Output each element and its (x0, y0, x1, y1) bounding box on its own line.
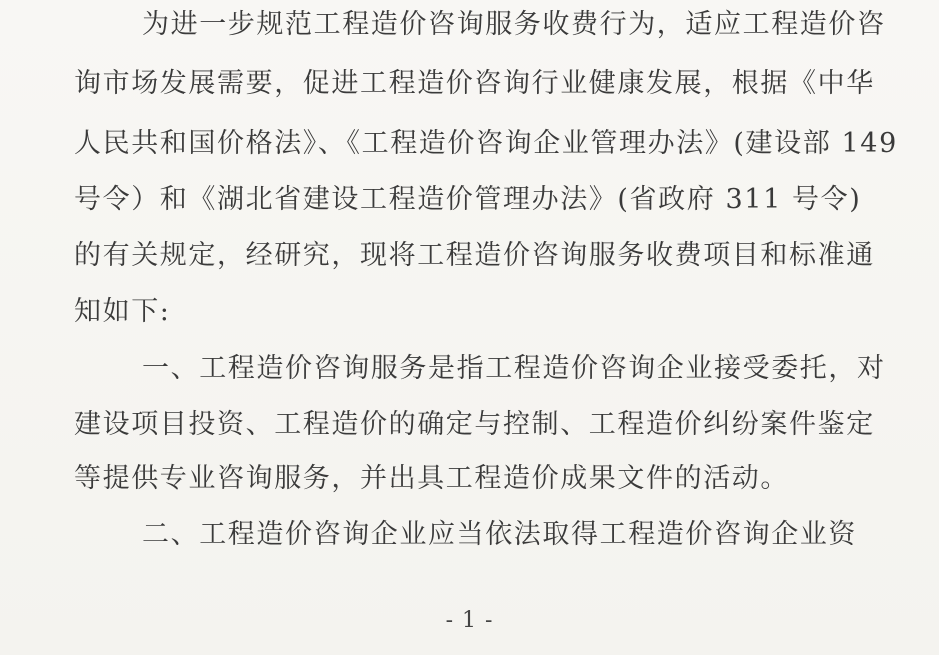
paragraph-3-line-1: 二、工程造价咨询企业应当依法取得工程造价咨询企业资 (142, 519, 857, 550)
paragraph-2-line-1: 一、工程造价咨询服务是指工程造价咨询企业接受委托，对 (142, 353, 886, 384)
page-number: - 1 - (445, 608, 494, 633)
paragraph-1-line-2: 询市场发展需要，促进工程造价咨询行业健康发展，根据《中华 (74, 68, 875, 99)
paragraph-1-line-3: 人民共和国价格法》、《工程造价咨询企业管理办法》(建设部 149 (74, 128, 898, 159)
paragraph-1-line-5: 的有关规定，经研究，现将工程造价咨询服务收费项目和标准通 (74, 240, 875, 271)
paragraph-2-line-2: 建设项目投资、工程造价的确定与控制、工程造价纠纷案件鉴定 (74, 409, 875, 440)
paragraph-1-line-4: 号令）和《湖北省建设工程造价管理办法》(省政府 311 号令) (74, 184, 862, 215)
paragraph-1-line-1: 为进一步规范工程造价咨询服务收费行为，适应工程造价咨 (142, 9, 886, 40)
paragraph-1-line-6: 知如下: (74, 296, 171, 327)
paragraph-2-line-3: 等提供专业咨询服务，并出具工程造价成果文件的活动。 (74, 463, 789, 494)
